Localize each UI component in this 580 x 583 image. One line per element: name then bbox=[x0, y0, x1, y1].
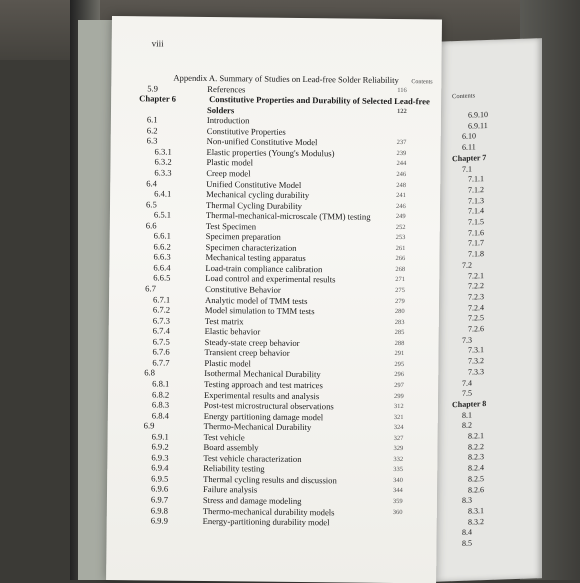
right-page-entry: 7.3 bbox=[462, 335, 472, 345]
right-page-entry: 7.2.1 bbox=[468, 270, 484, 281]
toc-entry-page: 332 bbox=[393, 455, 404, 463]
toc-entry bbox=[108, 441, 428, 453]
toc-entry-page: 312 bbox=[393, 403, 404, 411]
toc-entry-title: Elastic behavior bbox=[204, 326, 261, 337]
toc-entry-title: Elastic properties (Young's Modulus) bbox=[206, 146, 335, 159]
page-header-contents: Contents bbox=[411, 79, 433, 86]
toc-entry-number: 6.6.2 bbox=[153, 241, 171, 252]
toc-entry-title: Creep model bbox=[206, 167, 251, 179]
right-page-entry: 8.2.2 bbox=[468, 441, 484, 452]
toc-entry-page: 122 bbox=[396, 107, 407, 115]
toc-entry-number: 6.8.4 bbox=[151, 410, 170, 421]
toc-entry-page: 252 bbox=[395, 223, 406, 231]
toc-entry-title: Reliability testing bbox=[203, 463, 265, 474]
toc-entry-number: 6.8 bbox=[144, 367, 156, 378]
toc-entry-title: Thermal cycling results and discussion bbox=[203, 473, 337, 486]
toc-entry-page: 324 bbox=[393, 424, 404, 432]
toc-entry-page: 239 bbox=[396, 149, 407, 157]
toc-entry-title: Thermo-mechanical durability models bbox=[202, 505, 335, 517]
toc-entry bbox=[108, 367, 428, 380]
toc-entry-page: 296 bbox=[394, 371, 405, 379]
toc-entry-number: 6.9.7 bbox=[150, 494, 169, 505]
toc-entry bbox=[107, 494, 427, 507]
right-page-entry: 8.5 bbox=[462, 538, 472, 548]
toc-entry-number: 6.3 bbox=[146, 135, 158, 146]
toc-entry-page: 244 bbox=[396, 160, 407, 168]
toc-entry-page: 246 bbox=[395, 202, 406, 210]
toc-entry-page: 329 bbox=[393, 445, 404, 453]
right-page-entry: 7.2 bbox=[462, 260, 472, 270]
toc-entry-page: 295 bbox=[394, 360, 405, 368]
toc-entry-number: 6.5.1 bbox=[153, 209, 172, 220]
right-page-entry: 7.1.3 bbox=[468, 195, 484, 206]
right-page-header: Contents bbox=[452, 92, 476, 101]
right-page-entry: 8.3 bbox=[462, 495, 472, 506]
toc-entry-page: 359 bbox=[392, 497, 403, 506]
toc-entry-number: 6.7.2 bbox=[152, 304, 171, 315]
toc-entry-title: Stress and damage modeling bbox=[202, 494, 302, 507]
toc-entry-number: 6.7 bbox=[145, 283, 156, 294]
toc-entry-title: Test vehicle characterization bbox=[203, 452, 302, 464]
toc-entry-title: Load-train compliance calibration bbox=[205, 262, 323, 275]
right-page-entry: 8.2.5 bbox=[468, 473, 484, 484]
right-page-entry: 7.3.1 bbox=[468, 345, 484, 356]
toc-entry-page: 285 bbox=[394, 329, 405, 337]
right-page-entry: 8.2.1 bbox=[468, 431, 484, 441]
toc-entry-title: Thermal-mechanical-microscale (TMM) testing bbox=[205, 210, 371, 222]
toc-entry bbox=[107, 452, 427, 464]
right-page-entry: 6.9.11 bbox=[468, 120, 488, 131]
toc-entry bbox=[109, 325, 429, 337]
toc-entry-title: Solders bbox=[206, 104, 235, 115]
toc-entry-number: 6.6 bbox=[145, 220, 157, 231]
right-page-entry: 8.2.6 bbox=[468, 484, 484, 495]
toc-entry-number: 6.9.4 bbox=[151, 462, 169, 473]
toc-entry-title: Mechanical cycling durability bbox=[206, 189, 310, 201]
right-page-entry: 7.1.5 bbox=[468, 217, 484, 227]
toc-entry-title: Energy partitioning damage model bbox=[203, 410, 324, 422]
right-page-entry: 8.2.4 bbox=[468, 463, 484, 473]
right-page-entry: Chapter 7 bbox=[452, 152, 487, 164]
table-of-contents bbox=[106, 16, 442, 583]
toc-entry-number: 6.6.5 bbox=[153, 272, 171, 284]
toc-entry-title: Testing approach and test matrices bbox=[204, 378, 323, 391]
toc-entry-number: 6.7.3 bbox=[152, 315, 171, 326]
toc-entry-page: 275 bbox=[395, 286, 405, 295]
toc-entry-title: Steady-state creep behavior bbox=[204, 336, 300, 348]
toc-entry-page: 279 bbox=[394, 297, 405, 305]
toc-entry-number: 6.8.3 bbox=[151, 399, 170, 410]
toc-entry-page: 248 bbox=[396, 181, 407, 189]
right-page-entry: 7.2.2 bbox=[468, 281, 484, 291]
toc-entry-page: 291 bbox=[394, 350, 405, 358]
toc-entry-number: 6.6.1 bbox=[153, 230, 171, 241]
toc-entry-page: 246 bbox=[396, 170, 407, 179]
toc-entry-number: 6.9.2 bbox=[151, 441, 169, 452]
toc-entry-title: References bbox=[207, 83, 246, 94]
toc-entry-number: 6.7.5 bbox=[152, 336, 170, 347]
toc-entry-title: Constitutive Properties and Durability of Selected Lead-free bbox=[209, 94, 430, 107]
toc-entry-title: Isothermal Mechanical Durability bbox=[204, 368, 321, 380]
toc-entry-number: 6.7.1 bbox=[152, 293, 171, 305]
toc-entry bbox=[111, 93, 431, 107]
toc-entry-number: 6.9.8 bbox=[150, 504, 169, 516]
toc-entry-number: 6.9.9 bbox=[150, 515, 168, 526]
toc-entry-page: 116 bbox=[397, 86, 407, 94]
right-page-entry: 7.4 bbox=[462, 378, 472, 388]
right-page-entry: 7.2.3 bbox=[468, 291, 484, 302]
toc-entry-number: Chapter 6 bbox=[139, 93, 177, 104]
toc-entry-number: 6.9.5 bbox=[151, 473, 169, 484]
toc-entry-page: 340 bbox=[393, 476, 403, 484]
toc-entry-number: 6.6.3 bbox=[153, 251, 171, 262]
left-page bbox=[106, 16, 442, 583]
right-page-entry: 7.2.5 bbox=[468, 313, 484, 323]
toc-entry-title: Constitutive Properties bbox=[206, 125, 286, 137]
toc-entry-title: Experimental results and analysis bbox=[203, 389, 320, 401]
right-page-entry: 7.2.4 bbox=[468, 302, 484, 313]
toc-entry-number: 6.9.6 bbox=[150, 483, 169, 495]
toc-entry-title: Analytic model of TMM tests bbox=[204, 294, 308, 306]
toc-entry-title: Load control and experimental results bbox=[205, 273, 336, 285]
toc-entry-number: 6.8.1 bbox=[152, 378, 170, 389]
toc-entry-number: 6.7.4 bbox=[152, 325, 170, 336]
toc-entry-number: 6.8.2 bbox=[151, 388, 170, 400]
toc-entry-title: Test Specimen bbox=[205, 220, 257, 232]
toc-entry-title: Plastic model bbox=[204, 357, 251, 369]
toc-entry-page: 266 bbox=[395, 255, 406, 263]
toc-entry bbox=[111, 114, 431, 126]
right-page-entry: 7.1.6 bbox=[468, 227, 484, 238]
toc-entry-number: 6.9.1 bbox=[151, 431, 169, 442]
toc-entry bbox=[110, 177, 430, 190]
toc-entry bbox=[107, 473, 427, 486]
toc-entry-number: 6.1 bbox=[146, 114, 158, 125]
toc-entry-title: Non-unified Constitutive Model bbox=[206, 136, 318, 148]
toc-entry-title: Post-test microstructural observations bbox=[203, 400, 334, 412]
right-page-entry: 7.1.4 bbox=[468, 206, 484, 216]
right-page-entry: 8.3.2 bbox=[468, 516, 484, 527]
toc-entry-title: Thermal Cycling Durability bbox=[205, 199, 303, 211]
toc-entry-number: 6.3.2 bbox=[154, 156, 172, 168]
right-page-entry: 7.3.2 bbox=[468, 356, 484, 366]
toc-entry-number: 6.9 bbox=[143, 420, 155, 431]
toc-entry-number: 6.6.4 bbox=[153, 262, 171, 273]
toc-entry-title: Constitutive Behavior bbox=[205, 283, 281, 295]
toc-entry-page: 268 bbox=[395, 265, 406, 273]
right-page-entry: Chapter 8 bbox=[452, 398, 487, 410]
toc-entry-number: 6.2 bbox=[146, 125, 158, 136]
right-page-entry: 6.10 bbox=[462, 131, 476, 142]
right-page-entry: 8.2.3 bbox=[468, 452, 484, 463]
toc-entry-page: 297 bbox=[394, 381, 404, 390]
toc-entry-title: Transient creep behavior bbox=[204, 347, 290, 359]
toc-entry-title: Specimen preparation bbox=[205, 231, 281, 243]
toc-entry-title: Test matrix bbox=[204, 315, 244, 327]
toc-entry-page: 271 bbox=[395, 276, 406, 284]
toc-entry-title: Energy-partitioning durability model bbox=[202, 516, 330, 528]
right-page-entry: 6.9.10 bbox=[468, 109, 488, 120]
toc-entry-page: 321 bbox=[393, 413, 404, 421]
toc-entry-title: Specimen characterization bbox=[205, 241, 297, 253]
right-page-entry: 8.1 bbox=[462, 410, 472, 420]
toc-entry-number: 6.4 bbox=[146, 177, 158, 188]
toc-entry-title: Test vehicle bbox=[203, 431, 245, 443]
toc-entry-number: 6.3.3 bbox=[154, 167, 172, 178]
toc-entry-page: 335 bbox=[393, 466, 404, 474]
toc-entry-page: 237 bbox=[396, 139, 407, 147]
toc-entry-title: Appendix A. Summary of Studies on Lead-free Solder Reliability bbox=[173, 72, 399, 86]
toc-entry-page: 253 bbox=[395, 234, 406, 242]
toc-entry-page: 344 bbox=[393, 487, 403, 495]
right-page-entry: 7.1.7 bbox=[468, 238, 484, 249]
right-page-entry: 7.5 bbox=[462, 388, 472, 399]
toc-entry-page: 241 bbox=[396, 192, 406, 200]
toc-entry bbox=[110, 167, 430, 179]
toc-entry-page: 261 bbox=[395, 244, 406, 252]
toc-entry-title: Model simulation to TMM tests bbox=[204, 305, 315, 317]
right-page-entry: 7.1.1 bbox=[468, 174, 484, 184]
toc-entry bbox=[111, 125, 431, 137]
right-page-entry: 7.2.6 bbox=[468, 324, 484, 334]
toc-entry-number: 5.9 bbox=[147, 82, 159, 94]
toc-entry bbox=[109, 336, 429, 348]
toc-entry-title: Mechanical testing apparatus bbox=[205, 252, 306, 264]
toc-entry-title: Introduction bbox=[206, 115, 250, 126]
toc-entry-title: Plastic model bbox=[206, 157, 254, 168]
right-page-entry: 7.1.2 bbox=[468, 184, 484, 195]
toc-entry-number: 6.3.1 bbox=[154, 146, 172, 157]
right-page-entry: 6.11 bbox=[462, 142, 476, 152]
right-page-entry: 7.1 bbox=[462, 164, 472, 174]
right-page bbox=[432, 38, 542, 582]
right-page-entry: 8.4 bbox=[462, 527, 472, 538]
toc-entry-number: 6.5 bbox=[145, 198, 157, 210]
toc-entry-page: 280 bbox=[394, 308, 405, 316]
toc-entry-page: 283 bbox=[394, 318, 405, 326]
toc-entry-number: 6.4.1 bbox=[154, 188, 172, 199]
toc-entry-page: 249 bbox=[395, 213, 406, 221]
toc-entry-title: Thermo-Mechanical Durability bbox=[203, 421, 312, 433]
right-page-entry: 8.2 bbox=[462, 420, 472, 431]
right-page-entry: 7.3.3 bbox=[468, 366, 484, 377]
toc-entry-number: 6.7.6 bbox=[152, 346, 170, 357]
toc-entry-page: 360 bbox=[392, 508, 403, 516]
toc-entry-page: 299 bbox=[393, 392, 404, 400]
toc-entry-title: Unified Constitutive Model bbox=[206, 178, 302, 190]
right-page-entry: 8.3.1 bbox=[468, 505, 484, 516]
toc-entry-title: Failure analysis bbox=[202, 484, 258, 495]
toc-entry-number: 6.7.7 bbox=[152, 357, 170, 368]
right-page-entry: 7.1.8 bbox=[468, 249, 484, 259]
toc-entry-page: 327 bbox=[393, 434, 404, 442]
page-number: viii bbox=[151, 38, 164, 49]
toc-entry-title: Board assembly bbox=[203, 442, 259, 453]
toc-entry bbox=[110, 230, 430, 243]
toc-entry-page: 288 bbox=[394, 339, 405, 347]
toc-entry-number: 6.9.3 bbox=[151, 452, 169, 463]
